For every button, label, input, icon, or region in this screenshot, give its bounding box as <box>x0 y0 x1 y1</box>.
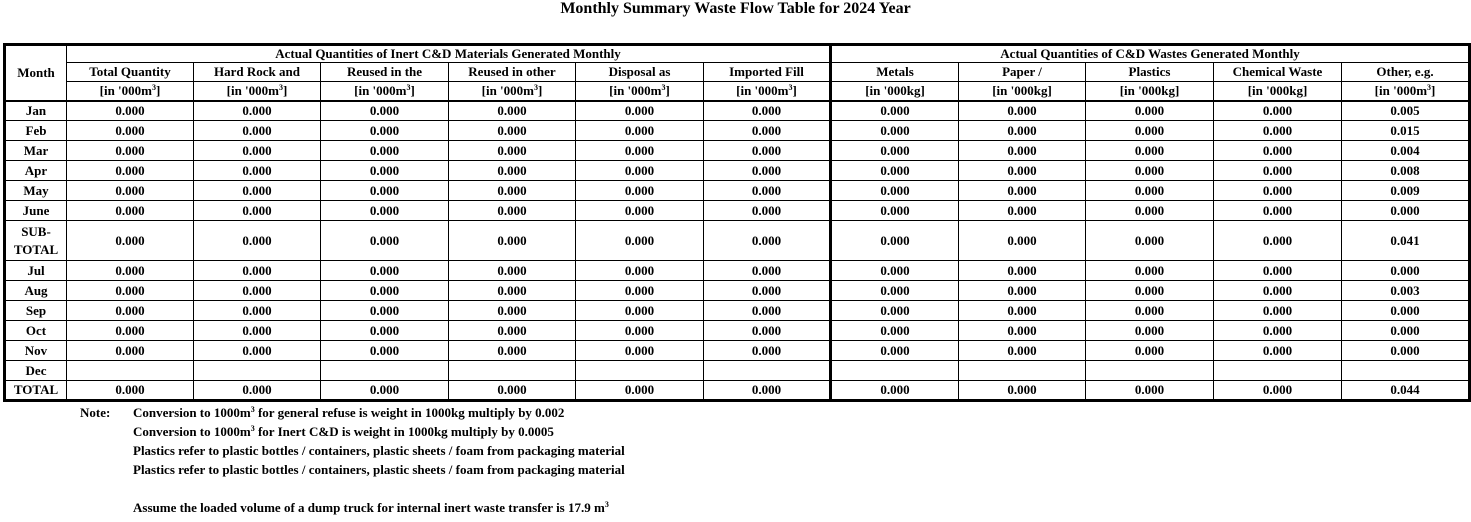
note-text <box>133 422 554 441</box>
table-row <box>5 321 1470 341</box>
value-cell: 0.000 <box>449 221 576 261</box>
column-header: Disposal as <box>576 63 704 82</box>
value-cell: 0.000 <box>194 381 321 401</box>
value-cell: 0.000 <box>321 341 449 361</box>
value-cell: 0.000 <box>704 281 831 301</box>
value-cell: 0.000 <box>704 301 831 321</box>
unit-suffix: ] <box>156 82 161 98</box>
unit-text: [in '000m <box>736 82 789 98</box>
unit-suffix: ] <box>283 82 288 98</box>
value-cell: 0.000 <box>67 221 194 261</box>
value-cell: 0.000 <box>449 381 576 401</box>
value-cell: 0.000 <box>67 281 194 301</box>
unit-text: [in '000m <box>99 82 153 98</box>
unit-suffix: ] <box>410 82 415 98</box>
value-cell <box>449 361 576 381</box>
value-cell: 0.000 <box>704 101 831 121</box>
value-cell: 0.000 <box>959 301 1086 321</box>
unit-text: [in '000kg] <box>865 82 925 98</box>
month-cell: Mar <box>5 141 67 161</box>
column-unit <box>67 82 194 101</box>
value-cell: 0.000 <box>1086 141 1214 161</box>
value-cell: 0.000 <box>194 141 321 161</box>
value-cell <box>67 361 194 381</box>
note-text <box>133 441 625 460</box>
column-header: Total Quantity <box>67 63 194 82</box>
value-cell: 0.000 <box>321 121 449 141</box>
column-unit <box>1214 82 1342 101</box>
value-cell: 0.000 <box>1342 261 1470 281</box>
month-cell: Feb <box>5 121 67 141</box>
value-cell: 0.000 <box>576 221 704 261</box>
unit-superscript: 3 <box>661 82 666 92</box>
table-row <box>5 101 1470 121</box>
value-cell: 0.000 <box>1214 121 1342 141</box>
note-text <box>133 403 564 422</box>
note-text-main: Assume the loaded volume of a dump truck for internal inert waste transfer is 17.9 m <box>133 500 605 515</box>
month-cell: June <box>5 201 67 221</box>
inert-group-header: Actual Quantities of Inert C&D Materials Generated Monthly <box>67 45 831 63</box>
table-row <box>5 141 1470 161</box>
column-unit <box>831 82 959 101</box>
value-cell: 0.004 <box>1342 141 1470 161</box>
value-cell: 0.000 <box>194 341 321 361</box>
table-row <box>5 181 1470 201</box>
value-cell: 0.000 <box>959 281 1086 301</box>
value-cell: 0.000 <box>67 261 194 281</box>
value-cell: 0.000 <box>1086 101 1214 121</box>
value-cell: 0.000 <box>959 181 1086 201</box>
value-cell: 0.000 <box>449 101 576 121</box>
table-row <box>5 341 1470 361</box>
unit-text: [in '000kg] <box>1119 82 1180 98</box>
value-cell <box>1214 361 1342 381</box>
value-cell: 0.000 <box>704 121 831 141</box>
value-cell: 0.000 <box>704 321 831 341</box>
value-cell <box>1342 361 1470 381</box>
value-cell: 0.000 <box>67 341 194 361</box>
value-cell: 0.000 <box>1214 101 1342 121</box>
column-unit <box>449 82 576 101</box>
value-cell: 0.000 <box>576 261 704 281</box>
month-cell: Aug <box>5 281 67 301</box>
column-header: Chemical Waste <box>1214 63 1342 82</box>
value-cell: 0.000 <box>576 201 704 221</box>
value-cell: 0.000 <box>1086 121 1214 141</box>
note-text <box>133 498 609 517</box>
unit-text: [in '000kg] <box>992 82 1052 98</box>
value-cell: 0.000 <box>576 381 704 401</box>
column-unit <box>959 82 1086 101</box>
subtotal-row <box>5 221 1470 261</box>
value-cell <box>576 361 704 381</box>
value-cell: 0.000 <box>1086 201 1214 221</box>
value-cell: 0.000 <box>704 381 831 401</box>
note-text-main: Conversion to 1000m <box>133 405 251 420</box>
value-cell: 0.000 <box>576 141 704 161</box>
value-cell: 0.000 <box>67 321 194 341</box>
value-cell: 0.000 <box>321 301 449 321</box>
value-cell: 0.044 <box>1342 381 1470 401</box>
value-cell: 0.000 <box>959 141 1086 161</box>
value-cell: 0.000 <box>576 161 704 181</box>
value-cell: 0.000 <box>1214 201 1342 221</box>
value-cell: 0.000 <box>67 381 194 401</box>
value-cell: 0.000 <box>704 201 831 221</box>
value-cell: 0.000 <box>449 261 576 281</box>
value-cell: 0.000 <box>1214 261 1342 281</box>
value-cell: 0.000 <box>576 101 704 121</box>
value-cell <box>959 361 1086 381</box>
value-cell: 0.015 <box>1342 121 1470 141</box>
table-row <box>5 301 1470 321</box>
column-unit <box>1086 82 1214 101</box>
month-cell: Dec <box>5 361 67 381</box>
value-cell: 0.000 <box>1214 341 1342 361</box>
value-cell: 0.000 <box>321 141 449 161</box>
value-cell: 0.000 <box>576 321 704 341</box>
month-cell: Oct <box>5 321 67 341</box>
value-cell: 0.000 <box>959 381 1086 401</box>
value-cell <box>194 361 321 381</box>
waste-group-header: Actual Quantities of C&D Wastes Generated Monthly <box>831 45 1470 63</box>
column-header: Imported Fill <box>704 63 831 82</box>
value-cell: 0.000 <box>576 281 704 301</box>
value-cell: 0.000 <box>831 261 959 281</box>
value-cell: 0.000 <box>449 201 576 221</box>
month-cell: Jul <box>5 261 67 281</box>
unit-text: [in '000m <box>354 82 407 98</box>
value-cell: 0.000 <box>959 161 1086 181</box>
value-cell: 0.000 <box>831 301 959 321</box>
value-cell: 0.000 <box>1214 381 1342 401</box>
value-cell: 0.000 <box>194 121 321 141</box>
note-text-rest: for Inert C&D is weight in 1000kg multiply by 0.0005 <box>254 424 554 439</box>
table-row <box>5 201 1470 221</box>
value-cell: 0.000 <box>1214 281 1342 301</box>
month-cell: SUB-TOTAL <box>5 221 67 261</box>
value-cell: 0.000 <box>959 201 1086 221</box>
unit-text: [in '000m <box>609 82 662 98</box>
value-cell: 0.000 <box>321 181 449 201</box>
value-cell: 0.000 <box>1214 301 1342 321</box>
table-row <box>5 161 1470 181</box>
value-cell: 0.009 <box>1342 181 1470 201</box>
note-text-rest: for general refuse is weight in 1000kg multiply by 0.002 <box>254 405 565 420</box>
value-cell: 0.000 <box>576 181 704 201</box>
value-cell: 0.000 <box>959 341 1086 361</box>
waste-flow-table <box>3 43 1471 402</box>
value-cell: 0.000 <box>831 121 959 141</box>
value-cell: 0.000 <box>449 281 576 301</box>
value-cell: 0.000 <box>449 181 576 201</box>
value-cell: 0.000 <box>67 301 194 321</box>
value-cell: 0.000 <box>704 221 831 261</box>
value-cell: 0.000 <box>1086 261 1214 281</box>
value-cell <box>321 361 449 381</box>
value-cell: 0.000 <box>67 101 194 121</box>
header-row-names <box>5 63 1470 82</box>
unit-superscript: 3 <box>788 82 793 92</box>
column-header: Paper / <box>959 63 1086 82</box>
value-cell: 0.000 <box>194 221 321 261</box>
value-cell: 0.000 <box>449 341 576 361</box>
value-cell: 0.000 <box>831 341 959 361</box>
value-cell: 0.000 <box>959 321 1086 341</box>
note-text <box>133 460 625 479</box>
column-unit <box>194 82 321 101</box>
value-cell: 0.000 <box>1086 161 1214 181</box>
value-cell: 0.000 <box>321 101 449 121</box>
value-cell: 0.000 <box>194 181 321 201</box>
unit-suffix: ] <box>792 82 797 98</box>
value-cell: 0.000 <box>831 321 959 341</box>
value-cell: 0.000 <box>194 161 321 181</box>
value-cell: 0.000 <box>1214 221 1342 261</box>
table-row <box>5 361 1470 381</box>
unit-text: [in '000kg] <box>1247 82 1308 98</box>
page-title: Monthly Summary Waste Flow Table for 2024 Year <box>560 0 911 17</box>
unit-superscript: 3 <box>406 82 411 92</box>
value-cell: 0.000 <box>959 101 1086 121</box>
value-cell: 0.000 <box>704 341 831 361</box>
unit-superscript: 3 <box>1427 82 1432 92</box>
note-text-main: Plastics refer to plastic bottles / containers, plastic sheets / foam from packaging material <box>133 462 625 477</box>
note-text-main: Conversion to 1000m <box>133 424 251 439</box>
column-header: Reused in other <box>449 63 576 82</box>
column-header: Metals <box>831 63 959 82</box>
value-cell: 0.000 <box>321 321 449 341</box>
value-cell: 0.000 <box>831 201 959 221</box>
column-header: Plastics <box>1086 63 1214 82</box>
note-text-main: Plastics refer to plastic bottles / containers, plastic sheets / foam from packaging material <box>133 443 625 458</box>
month-cell: TOTAL <box>5 381 67 401</box>
table-row <box>5 121 1470 141</box>
value-cell: 0.008 <box>1342 161 1470 181</box>
value-cell: 0.000 <box>1086 281 1214 301</box>
value-cell: 0.000 <box>321 381 449 401</box>
value-cell: 0.000 <box>67 181 194 201</box>
value-cell: 0.000 <box>67 161 194 181</box>
value-cell: 0.000 <box>67 201 194 221</box>
value-cell: 0.000 <box>1214 161 1342 181</box>
value-cell: 0.000 <box>1086 381 1214 401</box>
unit-superscript: 3 <box>279 82 284 92</box>
total-row <box>5 381 1470 401</box>
value-cell: 0.000 <box>449 301 576 321</box>
value-cell <box>831 361 959 381</box>
value-cell: 0.000 <box>959 121 1086 141</box>
value-cell: 0.000 <box>1342 341 1470 361</box>
column-header: Other, e.g. <box>1342 63 1470 82</box>
value-cell: 0.000 <box>704 261 831 281</box>
value-cell: 0.000 <box>1342 301 1470 321</box>
month-cell: Nov <box>5 341 67 361</box>
value-cell: 0.000 <box>1342 321 1470 341</box>
value-cell: 0.000 <box>321 261 449 281</box>
month-cell: Apr <box>5 161 67 181</box>
value-cell: 0.000 <box>1086 341 1214 361</box>
month-cell: Jan <box>5 101 67 121</box>
note-superscript: 3 <box>604 500 609 509</box>
value-cell: 0.000 <box>1214 321 1342 341</box>
value-cell: 0.000 <box>321 161 449 181</box>
value-cell: 0.000 <box>194 301 321 321</box>
month-cell: Sep <box>5 301 67 321</box>
unit-text: [in '000m <box>1374 82 1428 98</box>
value-cell: 0.000 <box>194 261 321 281</box>
value-cell: 0.000 <box>1214 141 1342 161</box>
note-superscript: 3 <box>250 424 255 433</box>
value-cell: 0.000 <box>959 221 1086 261</box>
value-cell: 0.000 <box>831 221 959 261</box>
unit-suffix: ] <box>538 82 543 98</box>
value-cell: 0.000 <box>831 101 959 121</box>
value-cell: 0.000 <box>449 321 576 341</box>
value-cell: 0.000 <box>704 161 831 181</box>
value-cell: 0.005 <box>1342 101 1470 121</box>
value-cell: 0.000 <box>959 261 1086 281</box>
value-cell: 0.000 <box>194 281 321 301</box>
column-unit <box>576 82 704 101</box>
column-unit <box>704 82 831 101</box>
value-cell: 0.000 <box>831 281 959 301</box>
value-cell: 0.000 <box>321 221 449 261</box>
unit-superscript: 3 <box>534 82 539 92</box>
value-cell: 0.000 <box>831 161 959 181</box>
value-cell: 0.000 <box>704 141 831 161</box>
note-superscript: 3 <box>250 405 255 414</box>
value-cell: 0.000 <box>1086 321 1214 341</box>
unit-superscript: 3 <box>152 82 157 92</box>
value-cell: 0.000 <box>194 321 321 341</box>
value-cell: 0.000 <box>449 161 576 181</box>
value-cell: 0.000 <box>449 121 576 141</box>
value-cell: 0.000 <box>831 141 959 161</box>
value-cell: 0.003 <box>1342 281 1470 301</box>
header-row-units <box>5 82 1470 101</box>
column-header: Hard Rock and <box>194 63 321 82</box>
header-row-groups <box>5 45 1470 63</box>
table-row <box>5 281 1470 301</box>
value-cell: 0.000 <box>576 121 704 141</box>
value-cell: 0.000 <box>1214 181 1342 201</box>
unit-text: [in '000m <box>226 82 280 98</box>
value-cell: 0.000 <box>67 141 194 161</box>
table-row <box>5 261 1470 281</box>
value-cell: 0.000 <box>576 301 704 321</box>
unit-suffix: ] <box>1431 82 1436 98</box>
column-header: Reused in the <box>321 63 449 82</box>
value-cell <box>704 361 831 381</box>
value-cell: 0.000 <box>831 181 959 201</box>
value-cell: 0.041 <box>1342 221 1470 261</box>
value-cell: 0.000 <box>1086 301 1214 321</box>
value-cell: 0.000 <box>67 121 194 141</box>
value-cell: 0.000 <box>1086 181 1214 201</box>
value-cell: 0.000 <box>321 201 449 221</box>
value-cell: 0.000 <box>704 181 831 201</box>
column-unit <box>1342 82 1470 101</box>
value-cell: 0.000 <box>1342 201 1470 221</box>
value-cell: 0.000 <box>321 281 449 301</box>
month-cell: May <box>5 181 67 201</box>
value-cell <box>1086 361 1214 381</box>
value-cell: 0.000 <box>831 381 959 401</box>
value-cell: 0.000 <box>194 101 321 121</box>
value-cell: 0.000 <box>576 341 704 361</box>
value-cell: 0.000 <box>1086 221 1214 261</box>
note-label: Note: <box>80 405 111 420</box>
unit-text: [in '000m <box>481 82 535 98</box>
value-cell: 0.000 <box>449 141 576 161</box>
value-cell: 0.000 <box>194 201 321 221</box>
unit-suffix: ] <box>665 82 670 98</box>
month-header: Month <box>5 45 67 101</box>
column-unit <box>321 82 449 101</box>
